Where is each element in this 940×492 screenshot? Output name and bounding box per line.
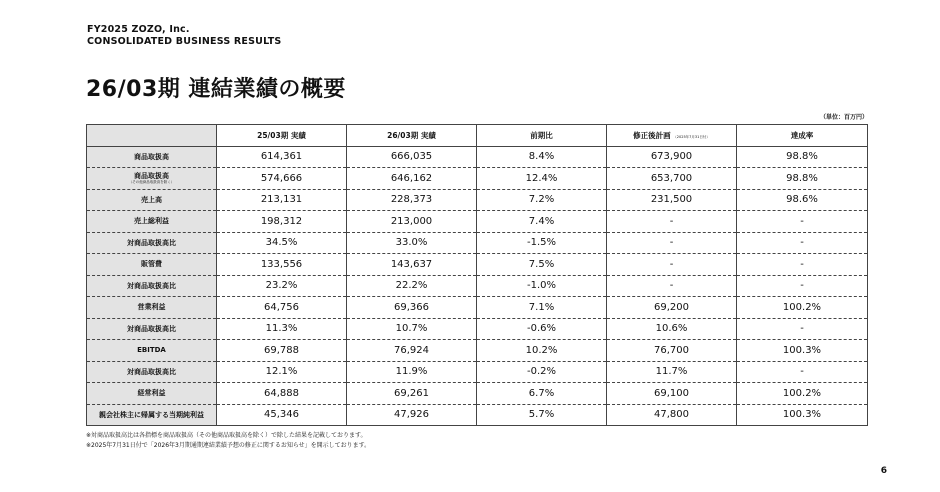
row-label: 商品取扱高	[87, 146, 217, 168]
table-cell: -	[607, 211, 737, 233]
table-cell: 22.2%	[347, 275, 477, 297]
table-row	[87, 340, 868, 362]
table-cell: 11.9%	[347, 361, 477, 383]
table-cell: -	[737, 211, 868, 233]
table-cell: -1.0%	[477, 275, 607, 297]
table-cell: 646,162	[347, 168, 477, 190]
table-row	[87, 275, 868, 297]
table-cell: -	[737, 318, 868, 340]
table-cell: -0.2%	[477, 361, 607, 383]
table-row	[87, 318, 868, 340]
table-row	[87, 297, 868, 319]
footnote: ※2025年7月31日付で「2026年3月期通期連結業績予想の修正に関するお知らせ」を開示しております。	[86, 442, 371, 449]
table-cell: -	[737, 275, 868, 297]
column-header: 達成率	[737, 125, 868, 147]
table-cell: 34.5%	[217, 232, 347, 254]
column-header: 25/03期 実績	[217, 125, 347, 147]
unit-label: （単位：百万円）	[819, 114, 868, 121]
page-number: 6	[880, 466, 887, 476]
table-cell: 673,900	[607, 146, 737, 168]
table-cell: 76,924	[347, 340, 477, 362]
row-label: 対商品取扱高比	[87, 318, 217, 340]
footnotes	[86, 431, 370, 451]
footnote: ※対商品取扱高比は各指標を商品取扱高（その他商品取扱高を除く）で除した結果を記載しております。	[86, 432, 367, 439]
table-row	[87, 168, 868, 190]
table-cell: 76,700	[607, 340, 737, 362]
table-cell: 100.2%	[737, 297, 868, 319]
table-row	[87, 254, 868, 276]
table-cell: 69,100	[607, 383, 737, 405]
table-cell: 6.7%	[477, 383, 607, 405]
row-label: EBITDA	[87, 340, 217, 362]
table-cell: 213,000	[347, 211, 477, 233]
table-row	[87, 383, 868, 405]
table-cell: 7.5%	[477, 254, 607, 276]
row-label: 売上高	[87, 189, 217, 211]
table-cell: 133,556	[217, 254, 347, 276]
table-row	[87, 146, 868, 168]
row-label: 経常利益	[87, 383, 217, 405]
table-cell: 100.2%	[737, 383, 868, 405]
company-line-1: FY2025 ZOZO, Inc.	[87, 24, 190, 35]
table-cell: 231,500	[607, 189, 737, 211]
row-label: 対商品取扱高比	[87, 232, 217, 254]
table-cell: 10.6%	[607, 318, 737, 340]
table-cell: -	[607, 254, 737, 276]
table-cell: -	[607, 275, 737, 297]
results-table	[86, 124, 868, 426]
table-cell: 574,666	[217, 168, 347, 190]
table-cell: 98.8%	[737, 168, 868, 190]
table-cell: 228,373	[347, 189, 477, 211]
table-cell: 47,800	[607, 404, 737, 426]
row-label: 営業利益	[87, 297, 217, 319]
table-row	[87, 211, 868, 233]
table-cell: 100.3%	[737, 404, 868, 426]
table-row	[87, 404, 868, 426]
table-cell: 23.2%	[217, 275, 347, 297]
table-cell: 69,366	[347, 297, 477, 319]
table-cell: 7.4%	[477, 211, 607, 233]
table-cell: 33.0%	[347, 232, 477, 254]
table-cell: 47,926	[347, 404, 477, 426]
table-cell: 64,888	[217, 383, 347, 405]
table-cell: -0.6%	[477, 318, 607, 340]
row-label: 対商品取扱高比	[87, 275, 217, 297]
table-cell: 5.7%	[477, 404, 607, 426]
company-header	[87, 24, 281, 48]
table-cell: 10.2%	[477, 340, 607, 362]
row-subnote: （その他商品取扱高を除く）	[128, 179, 175, 184]
page-title: 26/03期 連結業績の概要	[86, 77, 346, 102]
table-cell: 69,261	[347, 383, 477, 405]
table-cell: 143,637	[347, 254, 477, 276]
table-cell: -	[607, 232, 737, 254]
table-cell: -	[737, 361, 868, 383]
table-cell: 100.3%	[737, 340, 868, 362]
table-cell: 10.7%	[347, 318, 477, 340]
table-cell: 69,788	[217, 340, 347, 362]
table-cell: 666,035	[347, 146, 477, 168]
table-cell: 213,131	[217, 189, 347, 211]
table-cell: 653,700	[607, 168, 737, 190]
table-cell: -	[737, 254, 868, 276]
row-label: 親会社株主に帰属する当期純利益	[87, 404, 217, 426]
table-cell: 12.4%	[477, 168, 607, 190]
table-cell: 7.2%	[477, 189, 607, 211]
table-row	[87, 361, 868, 383]
column-header: 前期比	[477, 125, 607, 147]
table-cell: 98.6%	[737, 189, 868, 211]
column-header: 修正後計画 （2025年7月31日付）	[607, 125, 737, 147]
table-cell: 198,312	[217, 211, 347, 233]
table-cell: 64,756	[217, 297, 347, 319]
header-corner-cell	[87, 125, 217, 147]
table-cell: 614,361	[217, 146, 347, 168]
table-header-row	[87, 125, 868, 147]
table-cell: -1.5%	[477, 232, 607, 254]
company-line-2: CONSOLIDATED BUSINESS RESULTS	[87, 36, 282, 47]
table-cell: 8.4%	[477, 146, 607, 168]
row-label: 売上総利益	[87, 211, 217, 233]
table-cell: 45,346	[217, 404, 347, 426]
table-cell: 98.8%	[737, 146, 868, 168]
table-cell: 7.1%	[477, 297, 607, 319]
table-cell: 69,200	[607, 297, 737, 319]
row-label: 商品取扱高 （その他商品取扱高を除く）	[87, 168, 217, 190]
table-cell: -	[737, 232, 868, 254]
table-cell: 12.1%	[217, 361, 347, 383]
table-row	[87, 189, 868, 211]
table-cell: 11.3%	[217, 318, 347, 340]
column-header-note: （2025年7月31日付）	[673, 134, 710, 139]
row-label: 対商品取扱高比	[87, 361, 217, 383]
table-cell: 11.7%	[607, 361, 737, 383]
table-row	[87, 232, 868, 254]
row-label: 販管費	[87, 254, 217, 276]
column-header: 26/03期 実績	[347, 125, 477, 147]
